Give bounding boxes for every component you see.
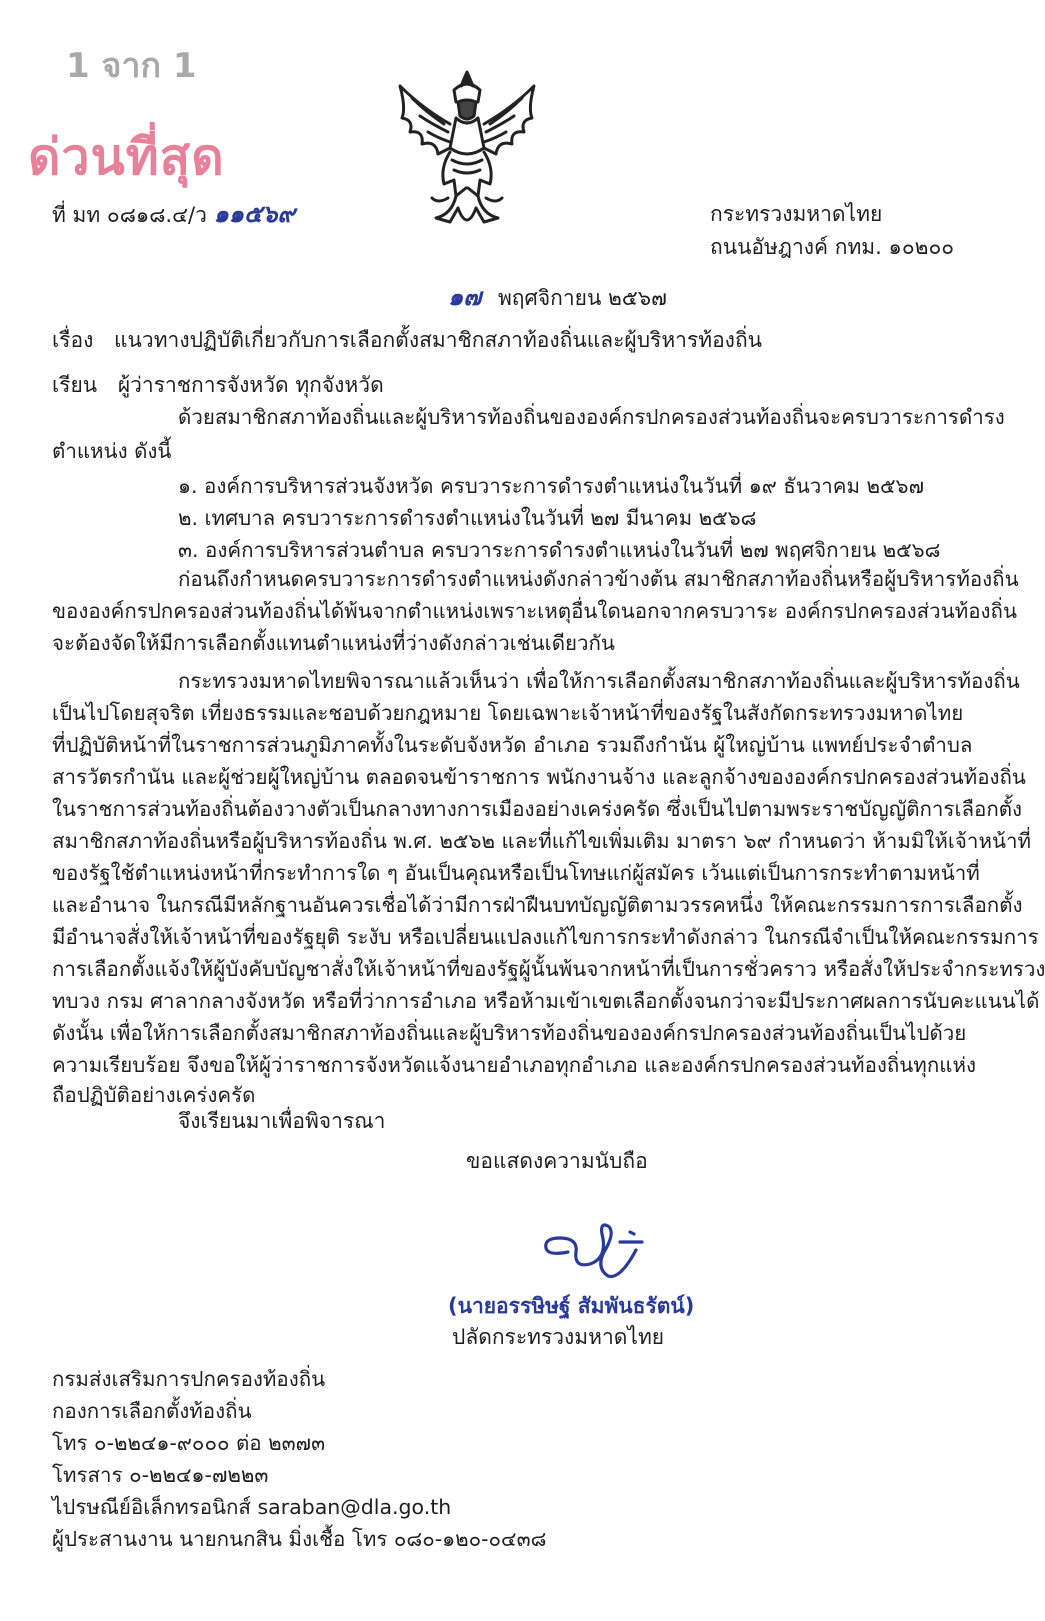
paragraph-line: ก่อนถึงกำหนดครบวาระการดำรงตำแหน่งดังกล่าวข้างต้น สมาชิกสภาท้องถิ่นหรือผู้บริหารท้องถิ่น xyxy=(178,567,1019,591)
sender-ministry: กระทรวงมหาดไทย xyxy=(710,202,883,226)
footer-line: ผู้ประสานงาน นายกนกสิน มิ่งเชื้อ โทร ๐๘๐-๑๒๐-๐๔๓๘ xyxy=(52,1527,547,1551)
letter-date xyxy=(448,282,667,313)
page-count: 1 จาก 1 xyxy=(66,46,197,86)
urgency-stamp: ด่วนที่สุด xyxy=(28,128,225,186)
footer-line: กองการเลือกตั้งท้องถิ่น xyxy=(52,1399,252,1423)
signature-icon xyxy=(538,1212,650,1288)
paragraph-line: การเลือกตั้งแจ้งให้ผู้บังคับบัญชาสั่งให้เจ้าหน้าที่ของรัฐผู้นั้นพ้นจากหน้าที่เป็นการชั่วคราว หรือสั่งให้ประจำกระทรวง xyxy=(52,957,1045,981)
footer-line: ไปรษณีย์อิเล็กทรอนิกส์ saraban@dla.go.th xyxy=(52,1495,452,1519)
signer-name: (นายอรรษิษฐ์ สัมพันธรัตน์) xyxy=(448,1294,695,1318)
footer-line: กรมส่งเสริมการปกครองท้องถิ่น xyxy=(52,1367,326,1391)
paragraph-line: กระทรวงมหาดไทยพิจารณาแล้วเห็นว่า เพื่อให้การเลือกตั้งสมาชิกสภาท้องถิ่นและผู้บริหารท้องถิ่น xyxy=(178,669,1020,693)
paragraph-line: ความเรียบร้อย จึงขอให้ผู้ว่าราชการจังหวัดแจ้งนายอำเภอทุกอำเภอ และองค์กรปกครองส่วนท้องถิ่นทุกแห่ง xyxy=(52,1053,976,1077)
addressee-label: เรียน xyxy=(52,373,98,397)
subject-line xyxy=(52,325,762,355)
intro-line: ตำแหน่ง ดังนี้ xyxy=(52,439,172,463)
date-month-year: พฤศจิกายน ๒๕๖๗ xyxy=(497,286,667,310)
paragraph-line: ถือปฏิบัติอย่างเคร่งครัด xyxy=(52,1083,256,1107)
garuda-emblem-icon xyxy=(392,68,542,236)
footer-line: โทร ๐-๒๒๔๑-๙๐๐๐ ต่อ ๒๓๗๓ xyxy=(52,1431,326,1455)
paragraph-line: จะต้องจัดให้มีการเลือกตั้งแทนตำแหน่งที่ว่างดังกล่าวเช่นเดียวกัน xyxy=(52,631,615,655)
paragraph-line: สารวัตรกำนัน และผู้ช่วยผู้ใหญ่บ้าน ตลอดจนข้าราชการ พนักงานจ้าง และลูกจ้างขององค์กรปกครองส่วนท้องถิ่น xyxy=(52,765,1026,789)
footer-line: โทรสาร ๐-๒๒๔๑-๗๒๒๓ xyxy=(52,1463,269,1487)
term-item: ๒. เทศบาล ครบวาระการดำรงตำแหน่งในวันที่ ๒๗ มีนาคม ๒๕๖๘ xyxy=(178,506,757,530)
paragraph-line: ขององค์กรปกครองส่วนท้องถิ่นได้พ้นจากตำแหน่งเพราะเหตุอื่นใดนอกจากครบวาระ องค์กรปกครองส่วนท้องถิ่น xyxy=(52,599,1017,623)
reference-number xyxy=(52,199,295,230)
addressee-text: ผู้ว่าราชการจังหวัด ทุกจังหวัด xyxy=(117,373,384,397)
paragraph-line: ของรัฐใช้ตำแหน่งหน้าที่กระทำการใด ๆ อันเป็นคุณหรือเป็นโทษแก่ผู้สมัคร เว้นแต่เป็นการกระทำตามหน้าที่ xyxy=(52,861,980,885)
intro-line: ด้วยสมาชิกสภาท้องถิ่นและผู้บริหารท้องถิ่นขององค์กรปกครองส่วนท้องถิ่นจะครบวาระการดำรง xyxy=(178,405,1005,429)
paragraph-line: มีอำนาจสั่งให้เจ้าหน้าที่ของรัฐยุติ ระงับ หรือเปลี่ยนแปลงแก้ไขการกระทำดังกล่าว ในกรณีจำเป็นให้คณะกรรมการ xyxy=(52,925,1039,949)
regards-text: ขอแสดงความนับถือ xyxy=(466,1149,648,1173)
term-item: ๓. องค์การบริหารส่วนตำบล ครบวาระการดำรงตำแหน่งในวันที่ ๒๗ พฤศจิกายน ๒๕๖๘ xyxy=(178,538,941,562)
paragraph-line: ที่ปฏิบัติหน้าที่ในราชการส่วนภูมิภาคทั้งในระดับจังหวัด อำเภอ รวมถึงกำนัน ผู้ใหญ่บ้าน แพทย์ประจำตำบล xyxy=(52,733,973,757)
paragraph-line: และอำนาจ ในกรณีมีหลักฐานอันควรเชื่อได้ว่ามีการฝ่าฝืนบทบัญญัติตามวรรคหนึ่ง ให้คณะกรรมการการเลือกตั้ง xyxy=(52,893,1023,917)
paragraph-line: ดังนั้น เพื่อให้การเลือกตั้งสมาชิกสภาท้องถิ่นและผู้บริหารท้องถิ่นขององค์กรปกครองส่วนท้องถิ่นเป็นไปด้วย xyxy=(52,1021,967,1045)
term-item: ๑. องค์การบริหารส่วนจังหวัด ครบวาระการดำรงตำแหน่งในวันที่ ๑๙ ธันวาคม ๒๕๖๗ xyxy=(178,474,924,498)
date-day-handwritten: ๑๗ xyxy=(448,283,482,311)
paragraph-line: สมาชิกสภาท้องถิ่นหรือผู้บริหารท้องถิ่น พ.ศ. ๒๕๖๒ และที่แก้ไขเพิ่มเติม มาตรา ๖๙ กำหนดว่า ห้ามมิให้เจ้าหน้าที่ xyxy=(52,829,1031,853)
closing-text: จึงเรียนมาเพื่อพิจารณา xyxy=(178,1109,386,1133)
subject-text: แนวทางปฏิบัติเกี่ยวกับการเลือกตั้งสมาชิกสภาท้องถิ่นและผู้บริหารท้องถิ่น xyxy=(114,328,763,352)
signer-position: ปลัดกระทรวงมหาดไทย xyxy=(452,1325,665,1349)
reference-handwritten-number: ๑๑๕๖๙ xyxy=(213,200,296,228)
subject-label: เรื่อง xyxy=(52,328,94,352)
paragraph-line: เป็นไปโดยสุจริต เที่ยงธรรมและชอบด้วยกฎหมาย โดยเฉพาะเจ้าหน้าที่ของรัฐในสังกัดกระทรวงมหาดไทย xyxy=(52,701,964,725)
paragraph-line: ในราชการส่วนท้องถิ่นต้องวางตัวเป็นกลางทางการเมืองอย่างเคร่งครัด ซึ่งเป็นไปตามพระราชบัญญัติการเลือกตั้ง xyxy=(52,797,1023,821)
addressee-line xyxy=(52,370,384,400)
paragraph-line: ทบวง กรม ศาลากลางจังหวัด หรือที่ว่าการอำเภอ หรือห้ามเข้าเขตเลือกตั้งจนกว่าจะมีประกาศผลการนับคะแนนได้ xyxy=(52,989,1040,1013)
sender-address: ถนนอัษฎางค์ กทม. ๑๐๒๐๐ xyxy=(710,235,955,259)
reference-prefix: ที่ มท ๐๘๑๘.๔/ว xyxy=(52,203,207,227)
